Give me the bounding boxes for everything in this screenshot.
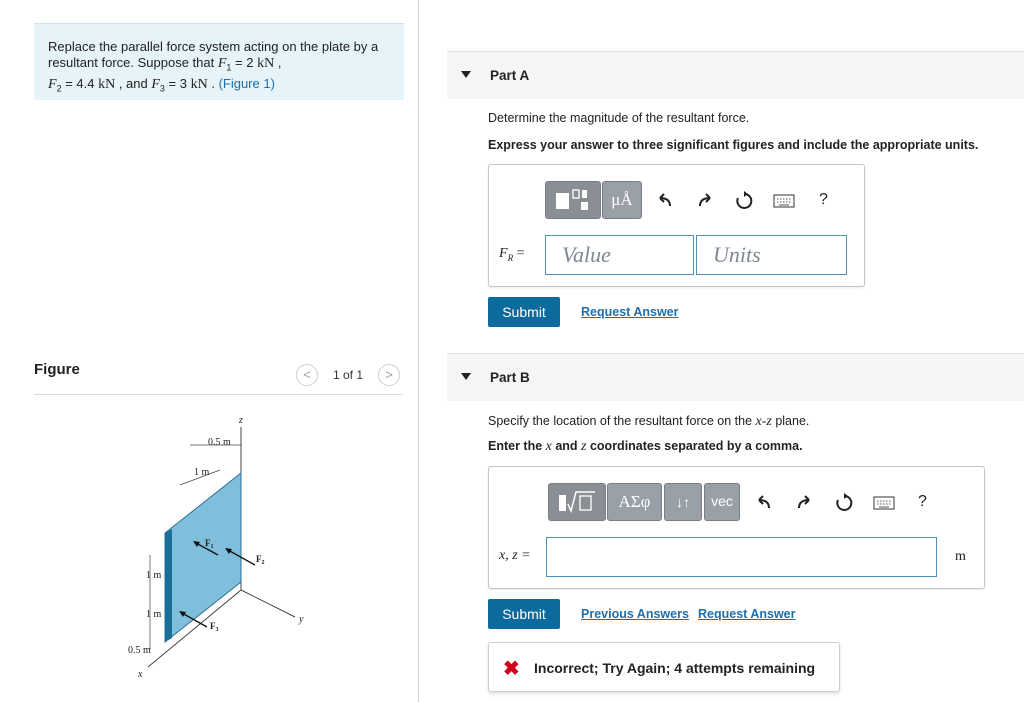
feedback-box: [488, 642, 840, 692]
plate-figure: [110, 405, 330, 685]
z-axis-label: z: [239, 415, 243, 426]
vec-button[interactable]: vec: [704, 483, 740, 521]
part-a-question: Determine the magnitude of the resultant force.: [488, 111, 750, 125]
value-input[interactable]: Value: [545, 235, 694, 275]
plate-edge: [165, 529, 172, 642]
templates-radical-icon: [549, 484, 605, 520]
dim-label-one-top: 1 m: [194, 467, 210, 478]
x-axis-label: x: [138, 669, 143, 680]
help-button[interactable]: ?: [819, 191, 828, 208]
previous-answers-link[interactable]: Previous Answers: [581, 607, 689, 621]
part-a-instruction: Express your answer to three significant figures and include the appropriate units.: [488, 138, 979, 152]
subscript-button[interactable]: ↓↑: [664, 483, 702, 521]
figure-next-button[interactable]: >: [378, 364, 400, 386]
xz-input[interactable]: [546, 537, 937, 577]
part-a-answer-box: [488, 164, 865, 287]
force-F1-label: $F_1$: [205, 538, 214, 550]
incorrect-x-icon: ✖: [503, 658, 520, 680]
redo-icon[interactable]: [793, 492, 815, 514]
part-a-request-answer-link[interactable]: Request Answer: [581, 305, 679, 319]
column-divider: [418, 0, 419, 702]
templates-button[interactable]: [548, 483, 606, 521]
units-button[interactable]: μÅ: [602, 181, 642, 219]
reset-icon[interactable]: [833, 492, 855, 514]
plate-face: [165, 473, 241, 642]
xz-label: x, z =: [499, 548, 531, 563]
problem-statement: [34, 23, 404, 100]
help-button[interactable]: ?: [918, 493, 927, 510]
part-a-label: Part A: [490, 68, 530, 83]
part-b-submit-button[interactable]: Submit: [488, 599, 560, 629]
part-a-header[interactable]: [447, 51, 1024, 99]
reset-icon[interactable]: [733, 190, 755, 212]
part-b-question: Specify the location of the resultant force on the x-z plane.: [488, 414, 810, 429]
problem-line-2: resultant force. Suppose that $F_1 = 2$ kN ,: [48, 55, 282, 73]
force-F2-label: $F_2$: [256, 554, 265, 566]
dim-label-one-a: 1 m: [146, 570, 162, 581]
figure-link[interactable]: (Figure 1): [218, 75, 275, 91]
problem-line-1: Replace the parallel force system acting on the plate by a: [48, 39, 379, 54]
dim-label-half-top: 0.5 m: [208, 437, 231, 448]
figure-pager-text: 1 of 1: [333, 368, 364, 382]
figure-prev-button[interactable]: <: [296, 364, 318, 386]
unit-label: m: [955, 549, 966, 564]
dim-label-half-bottom: 0.5 m: [128, 645, 151, 656]
redo-icon[interactable]: [694, 190, 716, 212]
figure-title: Figure: [34, 361, 80, 378]
part-b-answer-box: [488, 466, 985, 589]
part-b-instruction: Enter the x and z coordinates separated by a comma.: [488, 439, 803, 454]
y-axis-label: y: [299, 614, 304, 625]
problem-line-3: $F_2 = 4.4$ kN , and $F_3 = 3$ kN . (Figure 1): [48, 75, 275, 94]
dim-label-one-b: 1 m: [146, 609, 162, 620]
part-b-label: Part B: [490, 370, 530, 385]
fr-label: $F_R$ =: [499, 246, 525, 263]
figure-divider: [34, 394, 403, 395]
collapse-triangle-icon: [461, 71, 471, 78]
part-b-request-answer-link[interactable]: Request Answer: [698, 607, 796, 621]
undo-icon[interactable]: [654, 190, 676, 212]
feedback-message: Incorrect; Try Again; 4 attempts remaining: [534, 660, 816, 676]
force-F3-label: $F_3$: [210, 621, 219, 633]
collapse-triangle-icon: [461, 373, 471, 380]
part-b-header[interactable]: [447, 353, 1024, 401]
templates-icon: [546, 182, 600, 218]
undo-icon[interactable]: [753, 492, 775, 514]
keyboard-icon[interactable]: [773, 193, 795, 209]
units-input[interactable]: Units: [696, 235, 847, 275]
keyboard-icon[interactable]: [873, 495, 895, 511]
greek-button[interactable]: ΑΣφ: [607, 483, 662, 521]
part-a-submit-button[interactable]: Submit: [488, 297, 560, 327]
templates-button[interactable]: [545, 181, 601, 219]
y-axis: [241, 590, 295, 617]
